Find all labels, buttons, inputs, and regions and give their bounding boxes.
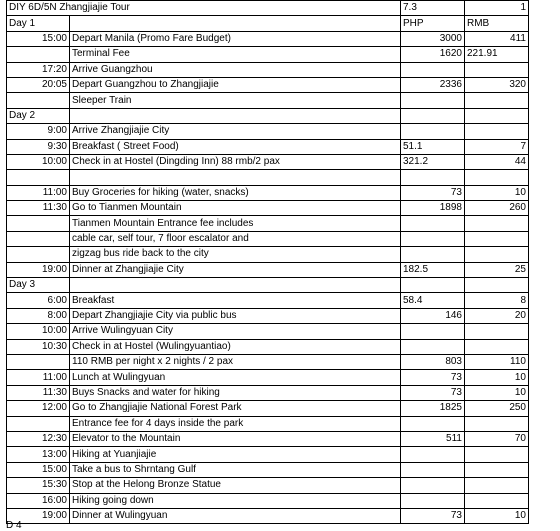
rmb-cost-cell[interactable] (465, 62, 529, 77)
itinerary-row (7, 401, 529, 416)
itinerary-row (7, 493, 529, 508)
day-header-row (7, 278, 529, 293)
time-cell[interactable]: 11:00 (7, 370, 70, 385)
rmb-cost-cell[interactable] (465, 493, 529, 508)
rmb-cost-cell[interactable] (465, 462, 529, 477)
php-cost-cell[interactable] (401, 478, 465, 493)
rmb-cost-cell[interactable]: 25 (465, 262, 529, 277)
activity-cell[interactable]: Buy Groceries for hiking (water, snacks) (70, 185, 401, 200)
activity-cell[interactable] (70, 170, 401, 185)
activity-cell[interactable]: Arrive Wulingyuan City (70, 324, 401, 339)
itinerary-row (7, 416, 529, 431)
php-cost-cell[interactable] (401, 462, 465, 477)
php-cost-cell[interactable] (401, 62, 465, 77)
activity-cell[interactable]: Depart Manila (Promo Fare Budget) (70, 31, 401, 46)
rmb-header[interactable] (465, 108, 529, 123)
itinerary-row (7, 93, 529, 108)
time-cell[interactable]: 13:00 (7, 447, 70, 462)
itinerary-row (7, 216, 529, 231)
activity-cell[interactable]: Check in at Hostel (Dingding Inn) 88 rmb/2 pax (70, 154, 401, 169)
itinerary-row (7, 154, 529, 169)
itinerary-row (7, 354, 529, 369)
rmb-cost-cell[interactable]: 20 (465, 308, 529, 323)
php-cost-cell[interactable] (401, 124, 465, 139)
itinerary-row (7, 385, 529, 400)
activity-cell[interactable]: Go to Zhangjiajie National Forest Park (70, 401, 401, 416)
day-label[interactable]: Day 1 (7, 16, 70, 31)
time-cell[interactable]: 11:00 (7, 185, 70, 200)
php-cost-cell[interactable]: 511 (401, 431, 465, 446)
php-cost-cell[interactable]: 3000 (401, 31, 465, 46)
php-cost-cell[interactable]: 146 (401, 308, 465, 323)
rmb-cost-cell[interactable]: 221.91 (465, 47, 529, 62)
activity-cell[interactable]: Take a bus to Shrntang Gulf (70, 462, 401, 477)
time-cell[interactable]: 8:00 (7, 308, 70, 323)
activity-cell[interactable]: Stop at the Helong Bronze Statue (70, 478, 401, 493)
day-label[interactable]: Day 3 (7, 278, 70, 293)
rmb-cost-cell[interactable] (465, 231, 529, 246)
activity-cell[interactable]: Lunch at Wulingyuan (70, 370, 401, 385)
php-cost-cell[interactable]: 1825 (401, 401, 465, 416)
php-cost-cell[interactable]: 73 (401, 385, 465, 400)
rmb-cost-cell[interactable] (465, 447, 529, 462)
php-cost-cell[interactable]: 1620 (401, 47, 465, 62)
activity-cell[interactable]: Go to Tianmen Mountain (70, 201, 401, 216)
next-day-label: D 4 (6, 520, 22, 531)
rmb-cost-cell[interactable] (465, 170, 529, 185)
rmb-cost-cell[interactable] (465, 339, 529, 354)
activity-cell[interactable]: Check in at Hostel (Wulingyuantiao) (70, 339, 401, 354)
rmb-cost-cell[interactable]: 44 (465, 154, 529, 169)
rmb-header[interactable] (465, 278, 529, 293)
rmb-header[interactable]: RMB (465, 16, 529, 31)
rmb-cost-cell[interactable] (465, 93, 529, 108)
time-cell[interactable]: 6:00 (7, 293, 70, 308)
time-cell[interactable]: 10:00 (7, 324, 70, 339)
time-cell[interactable]: 15:00 (7, 462, 70, 477)
itinerary-row (7, 508, 529, 523)
rmb-cost-cell[interactable]: 10 (465, 370, 529, 385)
rmb-cost-cell[interactable]: 250 (465, 401, 529, 416)
activity-cell[interactable]: Entrance fee for 4 days inside the park (70, 416, 401, 431)
itinerary-row (7, 170, 529, 185)
itinerary-row (7, 308, 529, 323)
activity-cell[interactable]: Dinner at Wulingyuan (70, 508, 401, 523)
rmb-cost-cell[interactable] (465, 216, 529, 231)
time-cell[interactable] (7, 247, 70, 262)
time-cell[interactable] (7, 170, 70, 185)
php-cost-cell[interactable] (401, 447, 465, 462)
time-cell[interactable]: 19:00 (7, 262, 70, 277)
rmb-cost-cell[interactable] (465, 247, 529, 262)
itinerary-row (7, 339, 529, 354)
php-cost-cell[interactable] (401, 170, 465, 185)
php-cost-cell[interactable]: 321.2 (401, 154, 465, 169)
php-cost-cell[interactable] (401, 339, 465, 354)
itinerary-row (7, 293, 529, 308)
php-cost-cell[interactable]: 803 (401, 354, 465, 369)
time-cell[interactable]: 11:30 (7, 385, 70, 400)
php-cost-cell[interactable] (401, 231, 465, 246)
rmb-cost-cell[interactable]: 7 (465, 139, 529, 154)
php-cost-cell[interactable] (401, 493, 465, 508)
day-spacer-cell[interactable] (70, 108, 401, 123)
rmb-cost-cell[interactable]: 8 (465, 293, 529, 308)
time-cell[interactable]: 15:30 (7, 478, 70, 493)
day-header-row (7, 16, 529, 31)
activity-cell[interactable]: Depart Guangzhou to Zhangjiajie (70, 77, 401, 92)
title-row (7, 1, 529, 16)
php-cost-cell[interactable]: 51.1 (401, 139, 465, 154)
itinerary-row (7, 231, 529, 246)
exchange-rate-rmb[interactable]: 1 (465, 1, 529, 16)
itinerary-row (7, 370, 529, 385)
activity-cell[interactable]: Dinner at Zhangjiajie City (70, 262, 401, 277)
activity-cell[interactable]: cable car, self tour, 7 floor escalator and (70, 231, 401, 246)
activity-cell[interactable]: Buys Snacks and water for hiking (70, 385, 401, 400)
itinerary-row (7, 262, 529, 277)
php-header[interactable] (401, 108, 465, 123)
time-cell[interactable]: 12:00 (7, 401, 70, 416)
activity-cell[interactable]: Arrive Zhangjiajie City (70, 124, 401, 139)
activity-cell[interactable]: Tianmen Mountain Entrance fee includes (70, 216, 401, 231)
itinerary-row (7, 478, 529, 493)
php-header[interactable]: PHP (401, 16, 465, 31)
time-cell[interactable] (7, 93, 70, 108)
itinerary-row (7, 447, 529, 462)
time-cell[interactable] (7, 231, 70, 246)
activity-cell[interactable]: Breakfast ( Street Food) (70, 139, 401, 154)
day-header-row (7, 108, 529, 123)
itinerary-row (7, 324, 529, 339)
itinerary-row (7, 77, 529, 92)
activity-cell[interactable]: Hiking at Yuanjiajie (70, 447, 401, 462)
rmb-cost-cell[interactable]: 10 (465, 185, 529, 200)
activity-cell[interactable]: Hiking going down (70, 493, 401, 508)
php-cost-cell[interactable]: 73 (401, 185, 465, 200)
activity-cell[interactable]: Depart Zhangjiajie City via public bus (70, 308, 401, 323)
rmb-cost-cell[interactable]: 320 (465, 77, 529, 92)
php-cost-cell[interactable] (401, 93, 465, 108)
rmb-cost-cell[interactable]: 411 (465, 31, 529, 46)
php-cost-cell[interactable] (401, 216, 465, 231)
rmb-cost-cell[interactable] (465, 324, 529, 339)
php-cost-cell[interactable] (401, 247, 465, 262)
time-cell[interactable]: 12:30 (7, 431, 70, 446)
time-cell[interactable]: 10:00 (7, 154, 70, 169)
time-cell[interactable]: 15:00 (7, 31, 70, 46)
activity-cell[interactable]: Terminal Fee (70, 47, 401, 62)
time-cell[interactable]: 19:00 (7, 508, 70, 523)
itinerary-row (7, 462, 529, 477)
time-cell[interactable] (7, 354, 70, 369)
exchange-rate-php[interactable]: 7.3 (401, 1, 465, 16)
activity-cell[interactable]: 110 RMB per night x 2 nights / 2 pax (70, 354, 401, 369)
time-cell[interactable] (7, 416, 70, 431)
activity-cell[interactable]: zigzag bus ride back to the city (70, 247, 401, 262)
itinerary-row (7, 62, 529, 77)
time-cell[interactable]: 9:30 (7, 139, 70, 154)
sheet-body (7, 1, 529, 524)
itinerary-row (7, 201, 529, 216)
sheet-title[interactable]: DIY 6D/5N Zhangjiajie Tour (7, 1, 401, 16)
php-cost-cell[interactable]: 73 (401, 508, 465, 523)
itinerary-row (7, 31, 529, 46)
time-cell[interactable]: 9:00 (7, 124, 70, 139)
php-cost-cell[interactable] (401, 324, 465, 339)
rmb-cost-cell[interactable] (465, 416, 529, 431)
itinerary-row (7, 124, 529, 139)
rmb-cost-cell[interactable] (465, 478, 529, 493)
time-cell[interactable]: 10:30 (7, 339, 70, 354)
activity-cell[interactable]: Arrive Guangzhou (70, 62, 401, 77)
time-cell[interactable] (7, 216, 70, 231)
time-cell[interactable]: 17:20 (7, 62, 70, 77)
time-cell[interactable] (7, 47, 70, 62)
itinerary-row (7, 185, 529, 200)
rmb-cost-cell[interactable]: 260 (465, 201, 529, 216)
time-cell[interactable]: 20:05 (7, 77, 70, 92)
php-cost-cell[interactable]: 1898 (401, 201, 465, 216)
time-cell[interactable]: 16:00 (7, 493, 70, 508)
itinerary-row (7, 247, 529, 262)
time-cell[interactable]: 11:30 (7, 201, 70, 216)
php-cost-cell[interactable] (401, 416, 465, 431)
itinerary-spreadsheet (6, 0, 529, 524)
itinerary-row (7, 139, 529, 154)
itinerary-row (7, 47, 529, 62)
php-cost-cell[interactable]: 73 (401, 370, 465, 385)
php-cost-cell[interactable]: 182.5 (401, 262, 465, 277)
activity-cell[interactable]: Sleeper Train (70, 93, 401, 108)
day-label[interactable]: Day 2 (7, 108, 70, 123)
php-cost-cell[interactable]: 2336 (401, 77, 465, 92)
rmb-cost-cell[interactable]: 10 (465, 385, 529, 400)
activity-cell[interactable]: Elevator to the Mountain (70, 431, 401, 446)
php-cost-cell[interactable]: 58.4 (401, 293, 465, 308)
rmb-cost-cell[interactable]: 10 (465, 508, 529, 523)
rmb-cost-cell[interactable] (465, 124, 529, 139)
rmb-cost-cell[interactable]: 70 (465, 431, 529, 446)
activity-cell[interactable]: Breakfast (70, 293, 401, 308)
day-spacer-cell[interactable] (70, 16, 401, 31)
rmb-cost-cell[interactable]: 110 (465, 354, 529, 369)
itinerary-row (7, 431, 529, 446)
php-header[interactable] (401, 278, 465, 293)
day-spacer-cell[interactable] (70, 278, 401, 293)
